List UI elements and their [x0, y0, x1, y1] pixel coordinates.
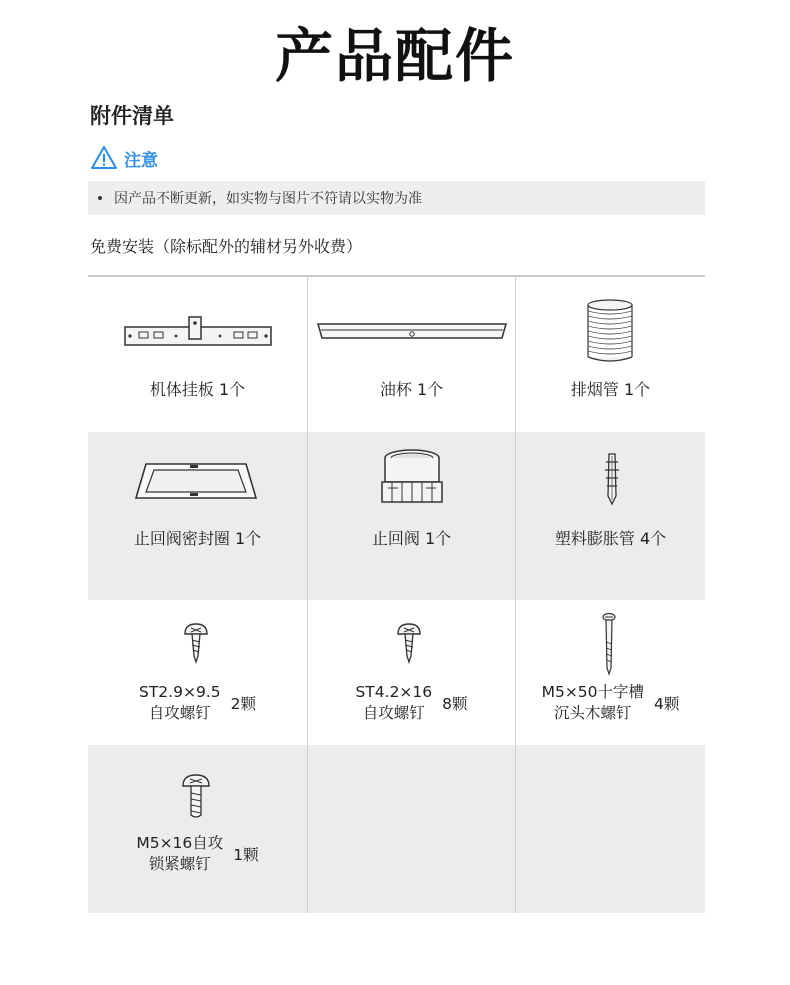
accessory-cell	[88, 600, 307, 745]
locking-screw-icon	[181, 773, 211, 821]
spec-line: ST4.2×16	[355, 683, 433, 701]
accessory-label	[88, 682, 307, 724]
accessory-label: 止回阀密封圈 1个	[133, 529, 262, 548]
empty-cell	[307, 745, 515, 913]
accessory-cell	[307, 600, 515, 745]
accessory-cell	[307, 277, 515, 432]
type-line: 自攻螺钉	[148, 704, 211, 722]
accessory-cell	[307, 432, 515, 600]
type-line: 沉头木螺钉	[554, 704, 632, 722]
warning-triangle-icon	[90, 145, 118, 171]
spec-line: M5×50十字槽	[541, 683, 645, 701]
expansion-anchor-icon	[602, 452, 622, 506]
notice-text: 因产品不断更新，如实物与图片不符请以实物为准	[114, 191, 422, 207]
mounting-bracket-icon	[124, 315, 272, 349]
section-title: 附件清单	[90, 104, 174, 128]
accessory-label: 塑料膨胀管 4个	[554, 529, 667, 548]
grid-row	[88, 600, 705, 745]
accessory-label	[88, 833, 307, 875]
accessory-cell	[88, 745, 307, 913]
bullet-dot	[98, 196, 102, 200]
notice-box	[88, 181, 705, 215]
grid-row	[88, 432, 705, 600]
accessory-label	[308, 682, 515, 724]
check-valve-seal-icon	[134, 462, 258, 502]
accessory-cell	[515, 432, 705, 600]
accessory-cell	[88, 432, 307, 600]
type-line: 锁紧螺钉	[148, 855, 211, 873]
accessory-cell	[515, 600, 705, 745]
page-title: 产品配件	[274, 22, 515, 90]
exhaust-pipe-icon	[584, 299, 636, 365]
grid-row	[88, 745, 705, 913]
accessory-label	[516, 682, 705, 724]
oil-cup-icon	[316, 322, 508, 344]
wood-screw-icon	[601, 612, 617, 676]
tapping-screw-icon	[396, 622, 422, 664]
notice-label: 注意	[124, 150, 158, 171]
accessory-label: 油杯 1个	[379, 380, 444, 399]
accessory-cell	[88, 277, 307, 432]
notice-heading	[90, 144, 158, 172]
accessory-label: 止回阀 1个	[371, 529, 452, 548]
accessory-label: 排烟管 1个	[570, 380, 651, 399]
empty-cell	[515, 745, 705, 913]
quantity: 1颗	[233, 846, 259, 864]
spec-line: ST2.9×9.5	[139, 683, 221, 701]
quantity: 8颗	[442, 695, 468, 713]
spec-line: M5×16自攻	[136, 834, 224, 852]
accessory-cell	[515, 277, 705, 432]
grid-row	[88, 277, 705, 432]
quantity: 2颗	[230, 695, 256, 713]
quantity: 4颗	[654, 695, 680, 713]
type-line: 自攻螺钉	[362, 704, 425, 722]
install-note: 免费安装（除标配外的辅材另外收费）	[90, 237, 363, 256]
accessory-label: 机体挂板 1个	[149, 380, 246, 399]
tapping-screw-icon	[183, 622, 209, 664]
check-valve-icon	[380, 448, 444, 508]
